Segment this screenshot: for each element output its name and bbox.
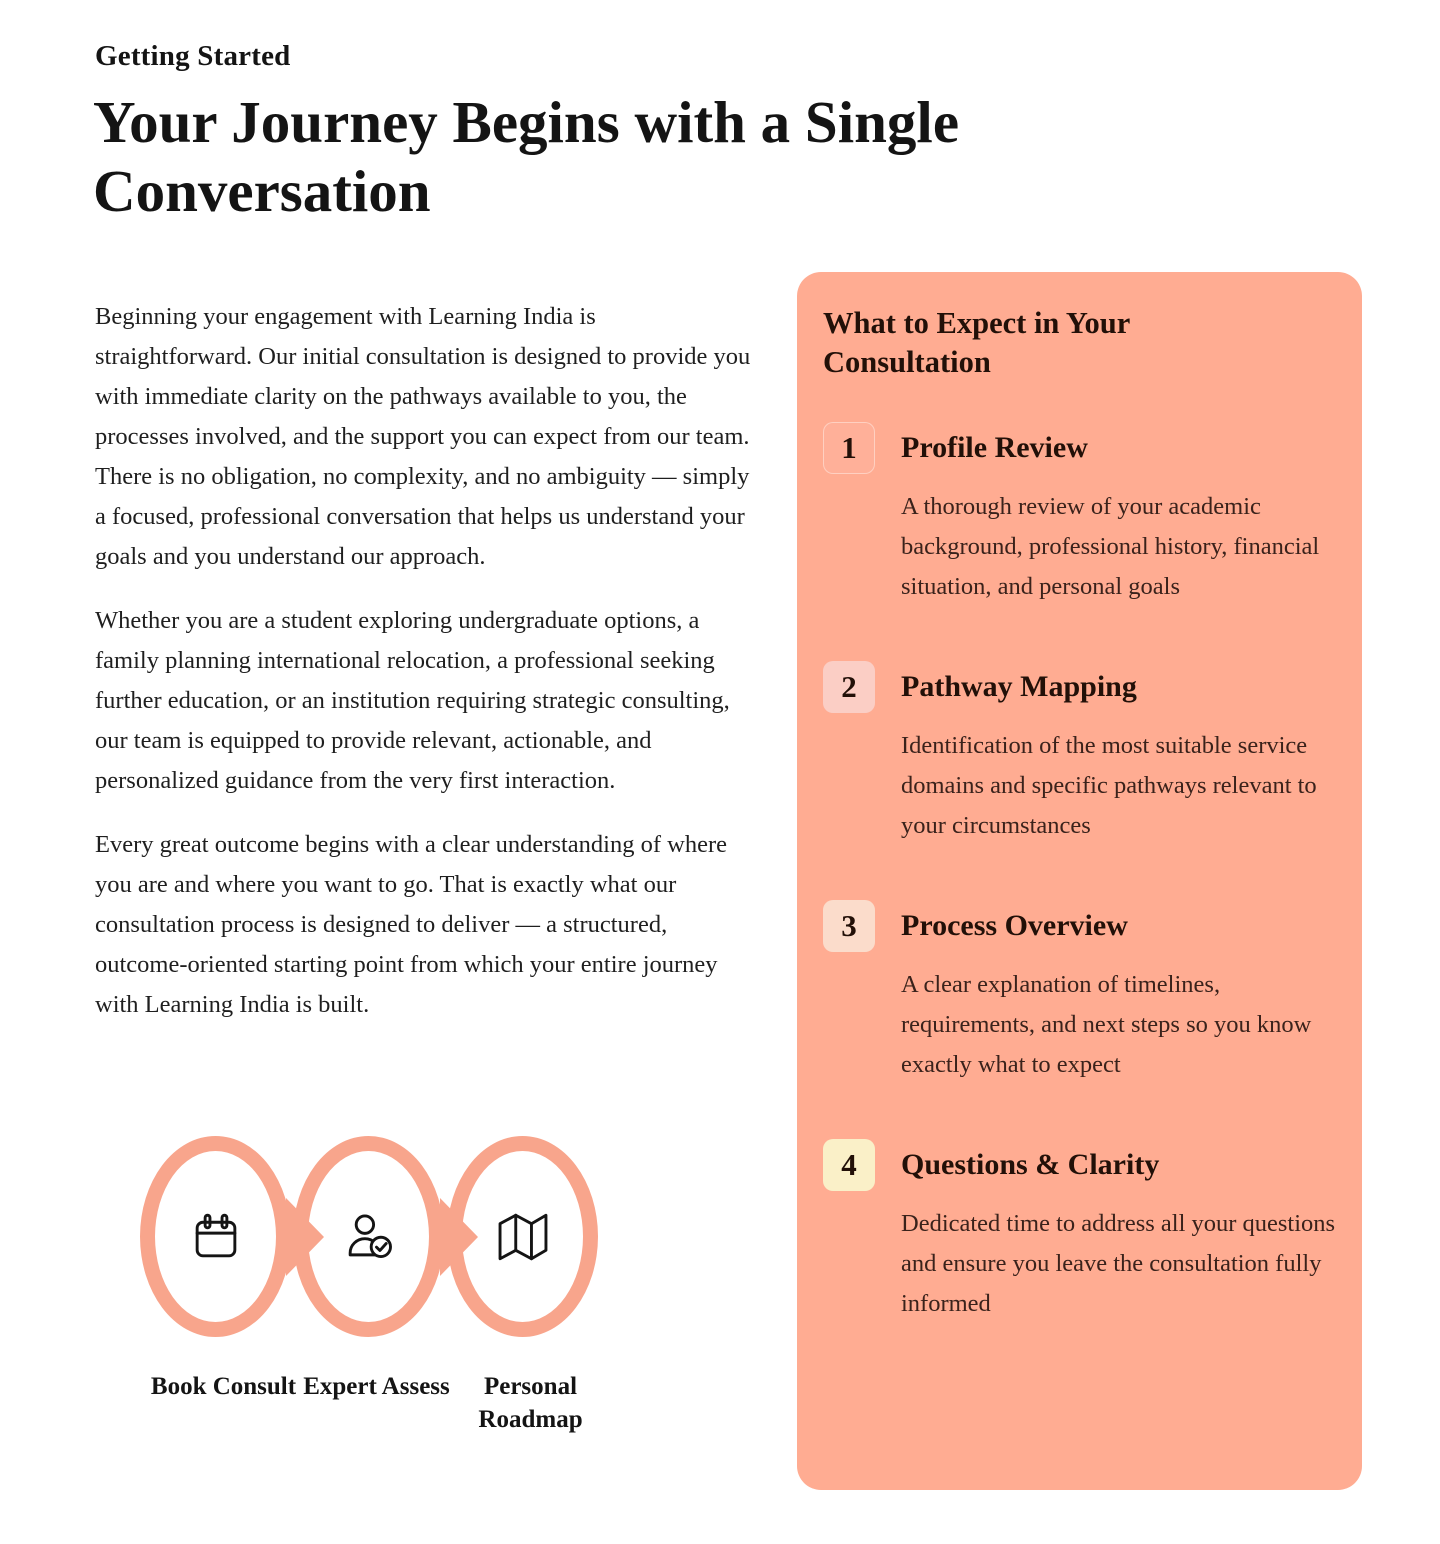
intro-paragraph-1: Beginning your engagement with Learning India is straightforward. Our initial consultation is designed to provide you with immediate clarity on the pathways available to you, the processes involved, and the support you can expect from our team. There is no obligation, no complexity, and no ambiguity — simply a focused, professional conversation that helps us understand your goals and you understand our approach.: [95, 303, 751, 570]
expect-item-title: Questions & Clarity: [901, 1148, 1160, 1181]
intro-text: [95, 297, 759, 1049]
expect-item-description: Dedicated time to address all your questions and ensure you leave the consultation fully informed: [901, 1210, 1336, 1317]
expect-item-title: Pathway Mapping: [901, 670, 1137, 703]
process-arrow-icon: [440, 1198, 478, 1276]
process-step-book-consult: [140, 1136, 291, 1337]
step-number-badge: 4: [823, 1139, 875, 1191]
expect-item-description: A clear explanation of timelines, requirements, and next steps so you know exactly what to expect: [901, 971, 1312, 1078]
expectations-card: [797, 272, 1362, 1490]
map-icon: [494, 1208, 552, 1266]
expect-item-description: A thorough review of your academic background, professional history, financial situation, and personal goals: [901, 493, 1320, 600]
section-eyebrow: Getting Started: [95, 40, 291, 72]
intro-paragraph-3: Every great outcome begins with a clear understanding of where you are and where you want to go. That is exactly what our consultation process is designed to deliver — a structured, outcome-oriented starting point from which your entire journey with Learning India is built.: [95, 831, 727, 1018]
step-number-badge: 2: [823, 661, 875, 713]
step-number-badge: 1: [823, 422, 875, 474]
process-label-personal-roadmap: Personal Roadmap: [478, 1373, 583, 1433]
process-label-book-consult: Book Consult: [150, 1373, 297, 1400]
expect-item-questions-clarity: [823, 1139, 1336, 1324]
expect-item-process-overview: [823, 900, 1336, 1085]
expect-item-title: Process Overview: [901, 909, 1128, 942]
process-diagram: [140, 1136, 610, 1446]
page-title: Your Journey Begins with a Single Conversation: [93, 89, 960, 224]
person-check-icon: [340, 1208, 398, 1266]
process-arrow-icon: [286, 1198, 324, 1276]
step-number-badge: 3: [823, 900, 875, 952]
expect-item-profile-review: [823, 422, 1336, 607]
expect-item-pathway-mapping: [823, 661, 1336, 846]
calendar-icon: [187, 1208, 245, 1266]
intro-paragraph-2: Whether you are a student exploring undergraduate options, a family planning international relocation, a professional seeking further education, or an institution requiring strategic consulting, our team is equipped to provide relevant, actionable, and personalized guidance from the very first interaction.: [95, 607, 730, 794]
expect-item-description: Identification of the most suitable service domains and specific pathways relevant to your circumstances: [901, 732, 1317, 839]
process-label-expert-assess: Expert Assess: [303, 1373, 450, 1400]
expect-item-title: Profile Review: [901, 431, 1088, 464]
expectations-card-title: What to Expect in Your Consultation: [823, 306, 1130, 379]
